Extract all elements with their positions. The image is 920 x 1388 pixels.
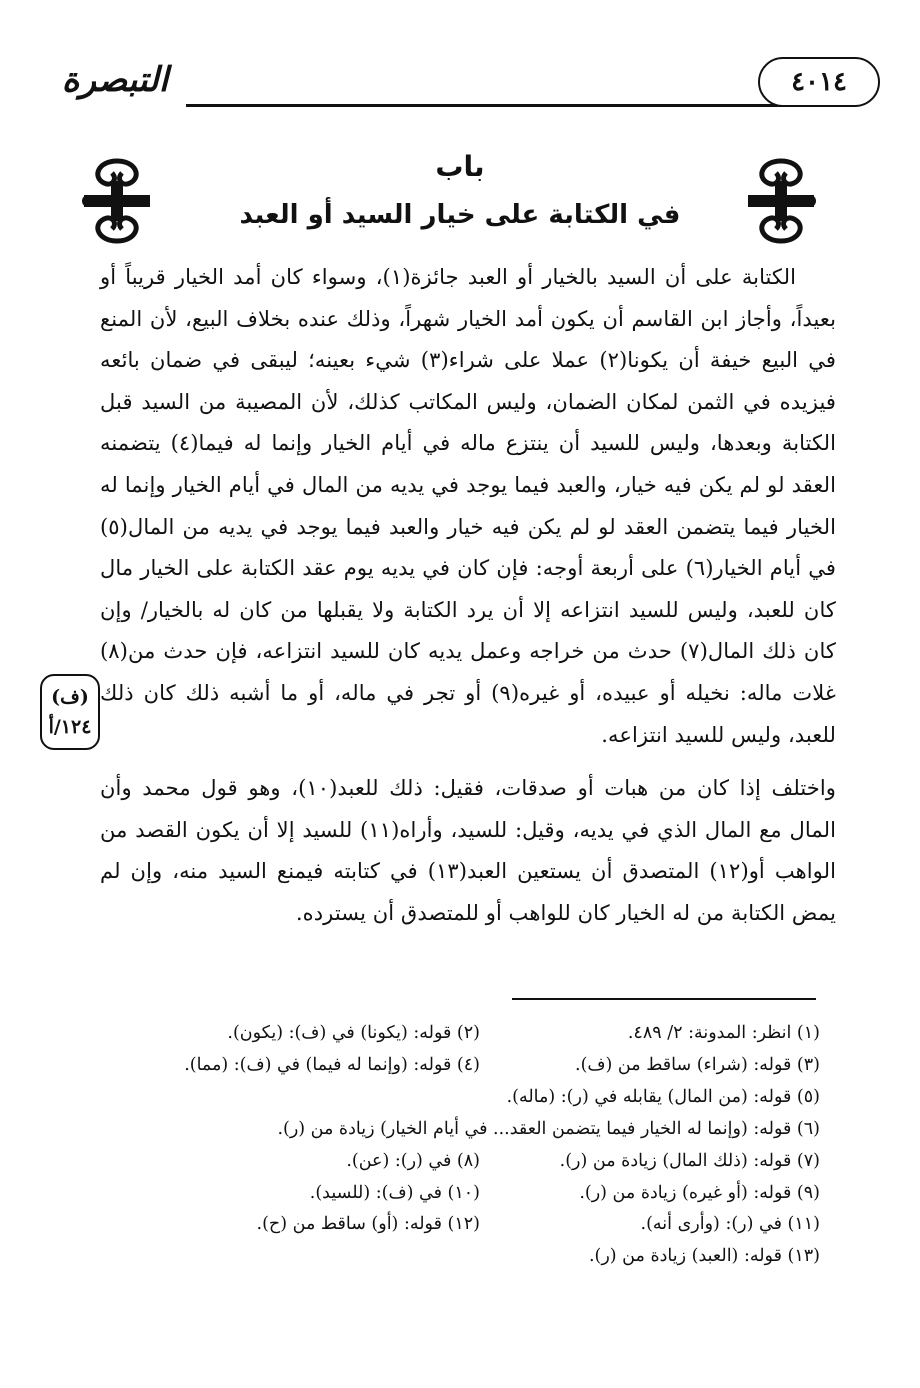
paragraph-1: الكتابة على أن السيد بالخيار أو العبد جائزة(١)، وسواء كان أمد الخيار قريباً أو بعيداً، وأجاز ابن القاسم أن يكون أمد الخيار شهراً، وذلك عنده بخلاف البيع، لأن المنع في البيع خيفة أن يكونا(٢) عملا على شراء(٣) شيء بعينه؛ ليبقى في ضمان بائعه فيزيده في الثمن لمكان الضمان، وليس المكاتب كذلك، لأن المصيبة من السيد قبل الكتابة وبعدها، وليس للسيد أن ينتزع ماله في أيام الخيار وإنما له فيما(٤) يتضمنه العقد لو لم يكن فيه خيار، والعبد فيما يوجد في يديه من المال في أيام الخيار وإنما له الخيار فيما يتضمن العقد لو لم يكن فيه خيار والعبد فيما يوجد في يديه من المال(٥) في أيام الخيار(٦) على أربعة أوجه: فإن كان في يديه يوم عقد الكتابة على الخيار مال كان للعبد، وليس للسيد انتزاعه إلا أن يرد الكتابة ولا يقبلها من كان له بالخيار/ وإن كان ذلك المال(٧) حدث من خراجه وعمل يديه كان للسيد انتزاعه، فإن حدث من(٨) غلات ماله: نخيله أو عبيده، أو غيره(٩) أو تجر في ماله، أو ما أشبه ذلك كان ذلك للعبد، وليس للسيد انتزاعه. — [100, 264, 837, 747]
chapter-subtitle: في الكتابة على خيار السيد أو العبد — [239, 200, 681, 230]
footnote: (٦) قوله: (وإنما له الخيار فيما يتضمن العقد... في أيام الخيار) زيادة من (ر). — [277, 1118, 820, 1139]
footnote: (١١) في (ر): (وأرى أنه). — [640, 1214, 820, 1235]
footnote: (٧) قوله: (ذلك المال) زيادة من (ر). — [559, 1150, 820, 1171]
footnote: (٨) في (ر): (عن). — [346, 1150, 480, 1171]
footnote: (٥) قوله: (من المال) يقابله في (ر): (ماله). — [506, 1086, 820, 1107]
footnote-row — [100, 1082, 820, 1114]
footnote-row — [100, 1050, 820, 1082]
margin-note-line2: ١٢٤/أ — [48, 716, 92, 738]
book-logo — [50, 60, 180, 106]
footnote: (٣) قوله: (شراء) ساقط من (ف). — [575, 1054, 820, 1075]
footnote: (١) انظر: المدونة: ٢/ ٤٨٩. — [627, 1023, 820, 1043]
header-rule — [186, 104, 810, 107]
page-number-badge — [758, 57, 880, 107]
main-text — [100, 256, 836, 934]
footnote-row — [100, 1114, 820, 1146]
footnote-row — [100, 1209, 820, 1241]
footnote: (١٣) قوله: (العبد) زيادة من (ر). — [588, 1246, 820, 1267]
footnote: (١٠) في (ف): (للسيد). — [309, 1182, 480, 1203]
footnote: (٩) قوله: (أو غيره) زيادة من (ر). — [579, 1182, 820, 1203]
manuscript-folio-note — [40, 674, 100, 750]
paragraph-2: واختلف إذا كان من هبات أو صدقات، فقيل: ذلك للعبد(١٠)، وهو قول محمد وأن المال مع المال الذي في يديه، وقيل: للسيد، وأراه(١١) للسيد إلا أن يكون القصد من الواهب أو(١٢) المتصدق أن يستعين العبد(١٣) في كتابته فيمنع السيد منه، وإن لم يمض الكتابة من له الخيار كان للواهب أو للمتصدق أن يسترده. — [100, 775, 836, 925]
chapter-heading: باب — [435, 150, 485, 183]
footnote-separator — [512, 998, 816, 1000]
footnote-row — [100, 1018, 820, 1050]
footnote: (٤) قوله: (وإنما له فيما) في (ف): (مما). — [184, 1054, 480, 1075]
footnotes — [100, 1018, 820, 1273]
footnote: (١٢) قوله: (أو) ساقط من (ح). — [256, 1214, 480, 1235]
margin-note-line1: (ف) — [51, 686, 89, 708]
page-number: ٤٠١٤ — [791, 67, 847, 97]
footnote-row — [100, 1178, 820, 1210]
footnote: (٢) قوله: (يكونا) في (ف): (يكون). — [227, 1023, 480, 1043]
footnote-row — [100, 1146, 820, 1178]
footnote-row — [100, 1241, 820, 1273]
book-logo-text: التبصرة — [61, 60, 169, 100]
